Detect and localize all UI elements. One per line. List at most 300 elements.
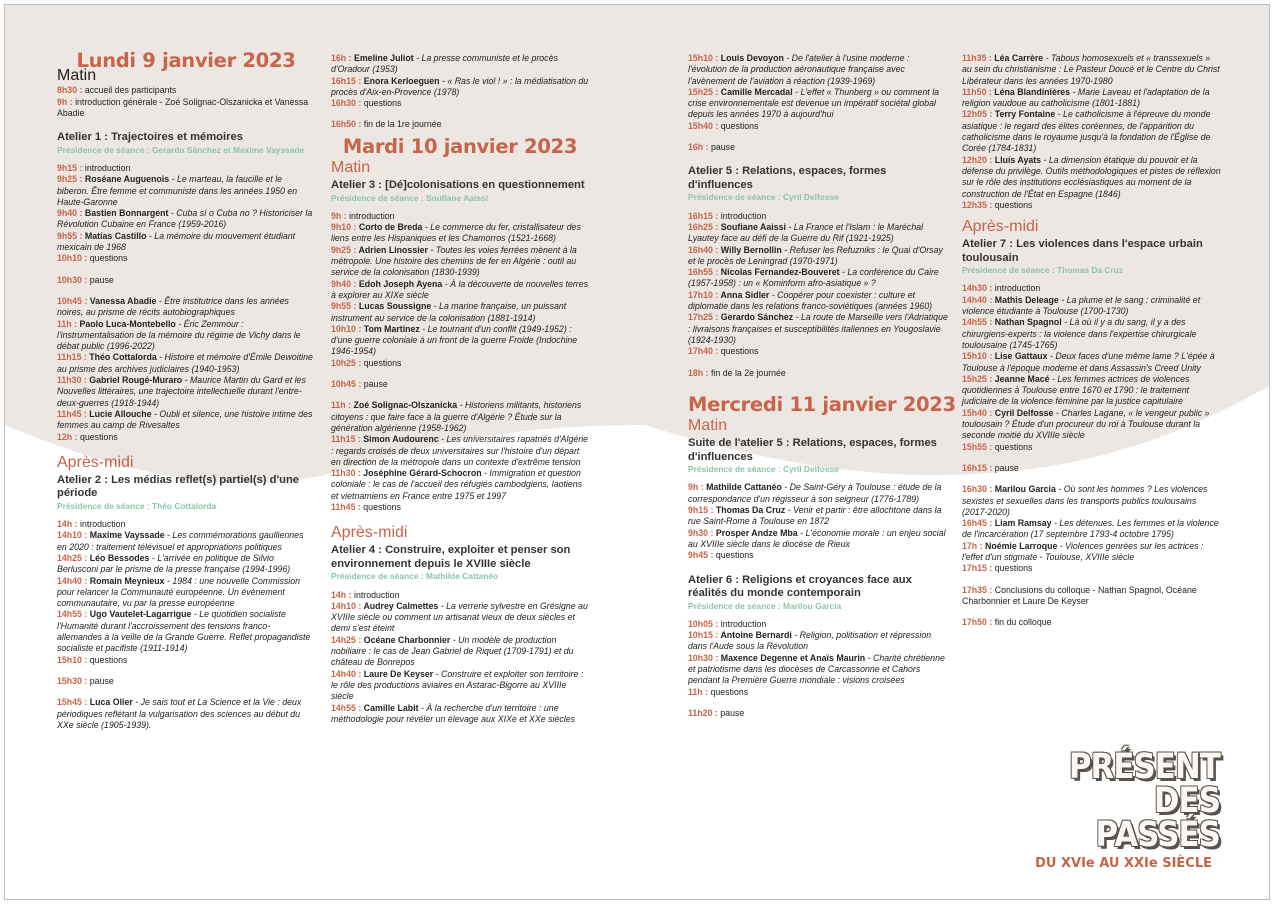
workshop-title: Atelier 4 : Construire, exploiter et penser son environnement depuis le XVIIIe siècle [331,544,571,570]
speaker-name: Louis Devoyon [718,53,784,63]
entry-text: pause [87,675,114,686]
program-entry [57,174,315,208]
entry-time: 15h25 : [688,86,719,97]
entry-text: questions [87,253,128,264]
program-entry [331,76,589,99]
speaker-name: Maxime Vayssade [87,530,165,541]
entry-text: accueil des participants [82,85,177,96]
speaker-name: Simon Audourenc [360,434,439,445]
entry-time: 9h : [331,210,347,221]
spacer [331,109,589,119]
talk-title: - Coopérer pour coexister : culture et diplomatie dans les relations franco-soviétiques (années 1960) [688,289,933,312]
talk-title: - Où sont les hommes ? Les violences sexistes et sexuelles dans les transports publics toulousains (2017-2020) [962,484,1208,517]
entry-time: 17h : [962,540,983,551]
spacer [688,358,948,368]
talk-title: - La France et l'Islam : le Maréchal Lyautey face au défi de la Guerre du Rif (1921-1925) [688,221,924,244]
session-heading: Matin [331,159,371,177]
program-entry [57,609,315,654]
spacer [57,265,315,275]
talk-title: - Éric Zemmour : l'instrumentalisation de la mémoire du régime de Vichy dans le débat public (1996-2022) [57,318,301,352]
talk-title: - Maurice Martin du Gard et les Nouvelles littéraires, une trajectoire intellectuelle durant l'entre-deux-guerres (1918-1944) [57,375,306,408]
talk-title: - Le quotidien socialiste l'Humanité durant l'accroissement des tensions franco-allemandes à la veille de la Grande Guerre. Reflet propagandiste socialiste et pacifiste (1911-1914) [57,609,311,654]
entry-time: 16h55 : [688,267,719,278]
speaker-name: Camille Labit [361,702,419,713]
program-entry [331,669,589,703]
program-entry [331,400,589,434]
speaker-name: Romain Meynieux [87,575,165,586]
speaker-name: Noémie Larroque [982,540,1058,551]
talk-title: - Charles Lagane, « le vengeur public » toulousain ? Étude d'un procureur du roi à Toulouse durant la seconde moitié du XVIIIe siècle [962,407,1210,441]
entry-time: 9h : [688,482,704,493]
program-entry [331,301,589,324]
entry-time: 16h50 : [331,119,362,130]
entry-text: introduction [718,210,767,221]
spacer [688,379,948,389]
speaker-name: Théo Cottalorda [86,352,157,363]
program-entry [57,352,315,375]
entry-time: 17h50 : [962,617,993,628]
entry-time: 10h45 : [331,379,362,390]
entry-time: 16h15 : [688,210,719,221]
speaker-name: Willy Bernollin [718,244,782,255]
program-entry [962,585,1222,608]
entry-time: 10h30 : [688,652,719,663]
talk-title: - La mémoire du mouvement étudiant mexicain de 1968 [57,230,296,253]
column-day2-day3 [688,53,956,719]
program-entry [331,222,589,245]
speaker-name: Emeline Juliot [351,53,414,63]
entry-time: 9h25 : [331,244,357,255]
logo-subtitle: DU XVIe AU XXIe SIÈCLE [1035,856,1212,871]
speaker-name: Gabriel Rougé-Muraro [86,375,183,386]
workshop-title: Atelier 2 : Les médias reflet(s) partiel(s) d'une période [57,473,300,500]
entry-time: 10h10 : [331,323,362,334]
entry-time: 14h40 : [962,294,993,305]
speaker-name: Zoé Solignac-Olszanicka [351,400,458,411]
spacer [331,390,589,400]
program-entry [57,553,315,576]
speaker-name: Lucie Allouche [86,408,152,419]
talk-title: - Immigration et question coloniale : le cas de l'accueil des réfugiés cambodgiens, laotiens et vietnamiens en France entre 1975 et 1997 [331,468,583,501]
entry-text: introduction [992,283,1041,294]
speaker-name: Nicolas Fernandez-Bouveret [718,267,840,278]
session-chair: Présidence de séance : Soufiane Aaissi [331,192,489,203]
entry-time: 11h30 : [331,468,361,479]
program-entry [331,53,589,76]
program-entry [57,208,315,231]
program-entry [331,324,589,358]
entry-text: pause [708,142,735,153]
entry-time: 14h : [57,519,78,530]
speaker-name: Nathan Spagnol [992,317,1062,328]
program-entry [688,267,948,290]
talk-title: - Charité chrétienne et patriotisme dans les diocèses de Carcassonne et Cahors pendant la Première Guerre mondiale : visions croisées [688,652,945,686]
speaker-name: Soufiane Aaissi [718,221,786,232]
program-entry [331,98,589,109]
speaker-name: Joséphine Gérard-Schocron [360,468,482,479]
program-entry [688,211,948,222]
speaker-name: Antoine Bernardi [718,630,792,641]
talk-title: - Religion, politisation et répression dans l'Aude sous la Révolution [688,630,932,652]
talk-title: - Refuser les Refuzniks : le Quai d'Orsay et le procès de Leningrad (1970-1971) [688,244,943,266]
talk-title: - Historiens militants, historiens citoyens : que faire face à la guerre d'Algérie ? Étude sur la génération algérienne (1958-1962) [331,400,582,433]
program-entry [688,346,948,357]
column-day1-morning [57,49,315,731]
talk-title: - Les femmes actrices de violences quotidiennes à Toulouse entre 1670 et 1790 : le traitement judiciaire de la violence féminine par la justice capitulaire [962,373,1190,407]
program-sheet [4,4,1270,900]
speaker-name: Tom Martinez [361,323,420,334]
entry-text: questions [713,550,754,561]
entry-time: 8h30 : [57,85,83,96]
entry-time: 9h25 : [57,174,83,185]
entry-time: 12h20 : [962,154,993,165]
entry-time: 15h10 : [688,53,719,63]
entry-time: 12h05 : [962,109,993,120]
program-entry [688,550,948,561]
entry-text: questions [992,199,1033,210]
session-chair: Présidence de séance : Thomas Da Cruz [962,265,1124,276]
session-heading: Après-midi [57,453,134,471]
speaker-name: Anna Sidler [718,289,770,300]
entry-time: 10h15 : [688,630,719,641]
program-entry [962,283,1222,294]
entry-time: 11h : [331,400,352,411]
entry-time: 16h : [331,53,352,63]
speaker-name: Matías Castillo [82,230,147,241]
entry-time: 10h05 : [688,618,719,629]
entry-time: 9h : [57,96,73,107]
spacer [57,687,315,697]
talk-title: - À la recherche d'un territoire : une méthodologie pour révéler un élevage aux XIXe et XXe siècles [331,702,576,724]
day-heading: Mercredi 11 janvier 2023 [688,392,956,416]
talk-title: - Les commémorations gaulliennes en 2020 : traitement télévisuel et appropriations politiques [57,530,304,552]
program-entry [57,163,315,174]
entry-time: 11h45 : [57,408,87,419]
entry-time: 16h25 : [688,221,719,232]
speaker-name: Enora Kerloeguen [361,75,440,86]
session-heading: Après-midi [962,218,1039,236]
speaker-name: Roséane Auguenois [82,174,170,185]
talk-title: - Marie Laveau et l'adaptation de la religion vaudoue au catholicisme (1801-1881) [962,86,1210,109]
program-entry [331,502,589,513]
entry-text: Conclusions du colloque - Nathan Spagnol, Océane Charbonnier et Laure De Keyser [962,584,1197,606]
talk-title: - Le catholicisme à l'épreuve du monde asiatique : le regard des élites coréennes, de l'apparition du catholicisme dans le royaume jusqu'à la fondation de l'Église de Corée (1784-1831) [962,109,1211,154]
speaker-name: Marilou Garcia [992,484,1056,495]
program-entry [688,687,948,698]
entry-time: 15h40 : [962,407,993,418]
entry-time: 18h : [688,367,709,378]
program-entry [57,375,315,409]
talk-title: - Les détenues. Les femmes et la violence de l'incarcération (17 septembre 1793-4 octobre 1795) [962,518,1219,540]
entry-time: 10h25 : [331,357,362,368]
talk-title: - Je sais tout et La Science et la Vie : deux périodiques reflétant la vulgarisation des sciences au début du XXe siècle (1905-1939). [57,697,302,730]
entry-time: 16h45 : [962,518,993,529]
workshop-title: Atelier 6 : Religions et croyances face aux réalités du monde contemporain [688,573,912,599]
entry-time: 11h45 : [331,502,361,512]
talk-title: - Histoire et mémoire d'Émile Dewoitine au prisme des archives judiciaires (1940-1953) [57,352,313,374]
entry-time: 17h15 : [962,563,993,574]
speaker-name: Corto de Breda [356,222,423,233]
entry-text: pause [717,707,745,718]
speaker-name: Léa Carrère [991,53,1044,63]
program-entry [962,617,1222,628]
program-entry [688,87,948,121]
entry-time: 12h35 : [962,199,993,210]
logo-line-1: PRÉSENT [1068,747,1220,787]
talk-title: - Venir et partir : être allochtone dans la rue Saint-Rome à Toulouse en 1872 [688,505,942,527]
entry-time: 11h : [57,318,78,329]
session-chair: Présidence de séance : Cyril Delfosse [688,192,839,203]
entry-time: 15h10 : [962,351,993,362]
program-entry [331,590,589,601]
talk-title: - Un modèle de production nobiliaire : le cas de Jean Gabriel de Riquet (1709-1791) et du château de Bonrepos [331,634,574,668]
program-entry [57,97,315,120]
session-chair: Présidence de séance : Marilou Garcia [688,600,842,611]
program-entry [331,279,589,302]
program-entry [331,601,589,635]
day-heading: Mardi 10 janvier 2023 [342,134,578,158]
talk-title: - Là où il y a du sang, il y a des chirurgiens-experts : la violence dans l'expertise chirurgicale toulousaine (1745-1765) [962,317,1197,350]
program-entry [57,530,315,553]
entry-time: 9h45 : [688,550,714,561]
talk-title: - Être institutrice dans les années noires, au prisme de récits autobiographiques [57,295,289,318]
session-chair: Présidence de séance : Gerardo Sánchez et Maxime Vayssade [57,144,305,155]
spacer [57,443,315,453]
workshop-title: Atelier 3 : [Dé]colonisations en questionnement [331,179,585,192]
entry-text: introduction [718,618,767,629]
speaker-name: Vanessa Abadie [87,295,157,306]
program-entry [57,85,315,96]
program-entry [962,518,1222,541]
program-entry [688,53,948,87]
entry-time: 14h30 : [962,283,993,294]
talk-title: - La marine française, un puissant instrument au service de la colonisation (1881-1914) [331,301,567,323]
program-entry [688,222,948,245]
entry-time: 11h20 : [688,707,718,718]
program-entry [331,119,589,130]
talk-title: - L'économie morale : un enjeu social au XVIIIe siècle dans le diocèse de Rieux [688,527,946,549]
talk-title: - Le tournant d'un conflit (1949-1952) : d'une guerre coloniale à un front de la guerre Froide (Indochine 1946-1954) [331,323,578,357]
program-entry [688,245,948,268]
spacer [688,153,948,163]
speaker-name: Maxence Degenne et Anaïs Maurin [718,652,866,663]
day-heading: Lundi 9 janvier 2023 [76,49,296,72]
talk-title: - Violences genrées sur les actrices : l'effet d'un stigmate - Toulouse, XVIIIe siècle [962,540,1204,562]
program-entry [962,295,1222,318]
speaker-name: Lise Gattaux [992,351,1048,362]
entry-time: 15h40 : [688,120,719,131]
entry-time: 11h35 : [962,53,992,63]
talk-title: - Construire et exploiter son territoire : le rôle des productions aviaires en Astarac-Bigorre au XVIIIe siècle [331,668,584,702]
entry-time: 10h45 : [57,295,88,306]
entry-time: 16h40 : [688,244,719,255]
spacer [331,369,589,379]
entry-text: introduction [82,162,131,173]
speaker-name: Terry Fontaine [992,109,1056,120]
column-day1-day2 [331,53,589,725]
entry-text: questions [718,346,759,357]
program-entry [688,290,948,313]
entry-time: 14h55 : [331,702,362,713]
program-entry [331,379,589,390]
talk-title: - La route de Marseille vers l'Adriatique : livraisons françaises et susceptibilités italiennes en Yougoslavie (1924-1930) [688,312,948,345]
session-chair: Présidence de séance : Cyril Delfosse [688,464,839,475]
speaker-name: Mathis Deleage [992,294,1059,305]
talk-title: - La presse communiste et le procès d'Oradour (1953) [331,53,558,75]
program-entry [331,358,589,369]
program-entry [962,109,1222,154]
program-entry [688,630,948,653]
spacer [962,453,1222,463]
entry-text: pause [992,462,1019,473]
program-entry [962,53,1222,87]
program-entry [688,653,948,687]
entry-time: 9h40 : [331,278,357,289]
entry-time: 14h10 : [331,600,362,611]
workshop-title: Suite de l'atelier 5 : Relations, espaces, formes d'influences [688,437,937,463]
program-entry [962,541,1222,564]
entry-time: 9h10 : [331,222,357,233]
program-entry [57,231,315,254]
speaker-name: Lluís Ayats [992,154,1042,165]
talk-title: - Tabous homosexuels et « transsexuels » au sein du christianisme : Le Pasteur Doucé et le Centre du Christ Libérateur dans les années 1970-1980 [962,53,1220,86]
entry-time: 9h40 : [57,208,83,219]
entry-time: 17h25 : [688,312,719,323]
entry-time: 16h30 : [331,98,362,109]
entry-text: questions [361,357,402,368]
speaker-name: Edoh Joseph Ayena [356,278,443,289]
talk-title: - Les universitaires rapatriés d'Algérie : regards croisés de deux universitaires sur l'histoire d'un départ en direction de la métropole dans un contexte d'extrême tension [331,434,589,467]
talk-title: - Oubli et silence, une histoire intime des femmes au camp de Rivesaltes [57,408,313,431]
speaker-name: Ugo Vautelet-Lagarrigue [87,609,192,620]
entry-time: 14h25 : [57,553,88,563]
entry-text: questions [992,441,1033,452]
entry-text: introduction [346,210,395,221]
program-entry [688,619,948,630]
speaker-name: Bastien Bonnargent [82,208,169,219]
speaker-name: Jeanne Macé [992,373,1050,384]
entry-time: 14h : [331,589,352,600]
program-entry [962,408,1222,442]
program-entry [57,519,315,530]
entry-time: 11h : [688,686,709,697]
entry-text: questions [708,686,749,697]
entry-time: 16h : [688,142,709,153]
program-entry [688,312,948,346]
entry-time: 14h25 : [331,634,362,645]
speaker-name: Luca Olier [87,697,133,708]
program-entry [688,528,948,551]
entry-time: 14h40 : [57,575,88,586]
entry-text: fin de la 1re journée [361,119,442,130]
talk-title: - À la découverte de nouvelles terres à explorer au XIXe siècle [331,278,589,300]
spacer [688,698,948,708]
program-entry [688,121,948,132]
entry-text: questions [77,431,118,442]
program-entry [331,434,589,468]
program-entry [331,468,589,502]
talk-title: - Cuba sí o Cuba no ? Historiciser la Révolution Cubaine en France (1959-2016) [57,208,313,230]
entry-time: 10h10 : [57,253,88,264]
program-entry [688,142,948,153]
entry-time: 14h55 : [57,609,88,620]
workshop-title: Atelier 1 : Trajectoires et mémoires [57,131,243,144]
program-entry [331,703,589,726]
program-entry [57,319,315,353]
entry-time: 17h10 : [688,289,719,300]
entry-time: 14h55 : [962,317,993,328]
program-entry [688,505,948,528]
entry-time: 9h15 : [57,162,83,173]
talk-title: - La plume et le sang : criminalité et violence étudiante à Toulouse (1700-1730) [962,294,1201,317]
workshop-title: Atelier 7 : Les violences dans l'espace urbain toulousain [962,238,1203,264]
talk-title: - Le marteau, la faucille et le biberon. Être femme et communiste dans les années 1950 en Haute-Garonne [57,174,298,207]
spacer [57,666,315,676]
spacer [962,607,1222,617]
entry-time: 12h : [57,431,78,442]
talk-title: - 1984 : une nouvelle Commission pour relancer la Communauté européenne. Un évènement communautaire, vu par la presse européenne [57,575,301,609]
entry-text: questions [361,98,402,109]
entry-text: questions [992,563,1033,574]
program-entry [688,708,948,719]
entry-time: 9h55 : [331,301,357,312]
program-entry [57,296,315,319]
entry-time: 9h15 : [688,505,714,516]
entry-time: 11h15 : [331,434,361,445]
entry-time: 11h30 : [57,375,87,386]
entry-time: 14h40 : [331,668,362,679]
entry-text: fin de la 2e journée [708,367,786,378]
entry-time: 15h25 : [962,373,993,384]
spacer [57,286,315,296]
speaker-name: Léna Blandinières [991,86,1071,97]
program-entry [57,432,315,443]
logo [1000,747,1220,871]
speaker-name: Audrey Calmettes [361,600,439,611]
entry-time: 16h15 : [331,75,362,86]
talk-title: - La verrerie sylvestre en Grésigne au XVIIIe siècle ou comment un artisanat vieux de deux siècles et demi s'est éteint [331,600,588,634]
talk-title: - « Ras le viol ! » : la médiatisation du procès d'Aix-en-Provence (1978) [331,75,589,97]
program-entry [962,87,1222,110]
program-entry [331,635,589,669]
entry-time: 10h30 : [57,274,88,285]
speaker-name: Thomas Da Cruz [713,505,786,516]
program-entry [962,484,1222,518]
speaker-name: Lucas Soussigne [356,301,432,312]
entry-text: fin du colloque [992,617,1052,628]
entry-time: 15h55 : [962,441,993,452]
entry-text: introduction [351,589,400,600]
spacer [962,575,1222,585]
speaker-name: Camille Mercadal [718,86,793,97]
entry-text: introduction générale - Zoé Solignac-Olszanicka et Vanessa Abadie [57,96,309,118]
program-entry [57,676,315,687]
program-entry [962,317,1222,351]
entry-time: 16h30 : [962,484,993,495]
entry-text: questions [360,502,401,512]
talk-title: - Toutes les voies ferrées mènent à la métropole. Une histoire des chemins de fer en Algérie : outil au service de la colonisation (1830-1939) [331,244,577,278]
entry-time: 15h45 : [57,697,88,708]
spacer [57,119,315,129]
entry-time: 16h15 : [962,462,993,473]
program-entry [331,211,589,222]
program-entry [962,155,1222,200]
program-entry [962,351,1222,374]
entry-time: 15h10 : [57,654,88,665]
entry-time: 11h50 : [962,86,992,97]
session-heading: Matin [57,67,97,85]
logo-line-2: DES PASSÉS [1095,781,1220,855]
